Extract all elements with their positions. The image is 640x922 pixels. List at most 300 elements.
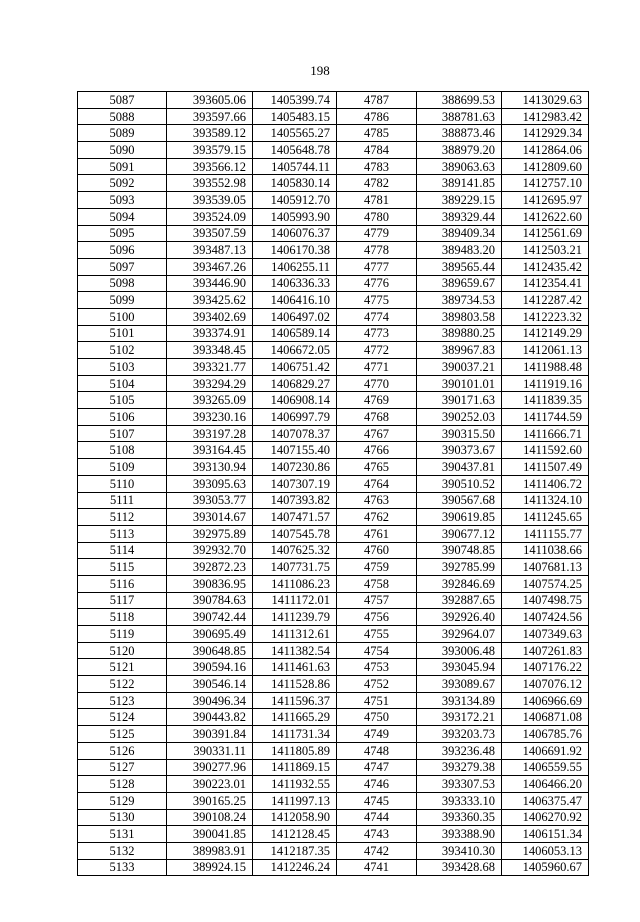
table-row (78, 375, 589, 392)
y-coordinate-right: 1412622.60 (502, 208, 589, 225)
y-coordinate-right: 1411507.49 (502, 459, 589, 476)
y-coordinate-left: 1405744.11 (253, 158, 337, 175)
y-coordinate-left: 1412187.35 (253, 842, 337, 859)
y-coordinate-right: 1412983.42 (502, 108, 589, 125)
x-coordinate-left: 393566.12 (167, 158, 253, 175)
y-coordinate-right: 1412223.32 (502, 308, 589, 325)
y-coordinate-right: 1406375.47 (502, 792, 589, 809)
point-number-right: 4770 (337, 375, 417, 392)
table-row (78, 642, 589, 659)
x-coordinate-right: 389229.15 (417, 192, 502, 209)
x-coordinate-right: 393428.68 (417, 859, 502, 876)
point-number-left: 5106 (78, 409, 167, 426)
point-number-left: 5119 (78, 626, 167, 643)
x-coordinate-left: 393164.45 (167, 442, 253, 459)
x-coordinate-right: 393045.94 (417, 659, 502, 676)
x-coordinate-left: 390041.85 (167, 826, 253, 843)
y-coordinate-left: 1411239.79 (253, 609, 337, 626)
x-coordinate-right: 390315.50 (417, 425, 502, 442)
x-coordinate-left: 392872.23 (167, 559, 253, 576)
y-coordinate-right: 1411038.66 (502, 542, 589, 559)
table-row (78, 142, 589, 159)
y-coordinate-right: 1406966.69 (502, 692, 589, 709)
y-coordinate-right: 1407349.63 (502, 626, 589, 643)
x-coordinate-right: 392887.65 (417, 592, 502, 609)
point-number-left: 5125 (78, 726, 167, 743)
x-coordinate-left: 393524.09 (167, 208, 253, 225)
table-row (78, 242, 589, 259)
point-number-right: 4758 (337, 575, 417, 592)
point-number-left: 5131 (78, 826, 167, 843)
table-row (78, 175, 589, 192)
coordinates-table (77, 91, 589, 876)
x-coordinate-right: 390037.21 (417, 359, 502, 376)
table-row (78, 826, 589, 843)
point-number-left: 5133 (78, 859, 167, 876)
table-row (78, 409, 589, 426)
point-number-right: 4751 (337, 692, 417, 709)
table-row (78, 442, 589, 459)
point-number-left: 5097 (78, 258, 167, 275)
y-coordinate-left: 1406416.10 (253, 292, 337, 309)
table-row (78, 859, 589, 876)
point-number-left: 5107 (78, 425, 167, 442)
y-coordinate-right: 1412695.97 (502, 192, 589, 209)
point-number-right: 4757 (337, 592, 417, 609)
y-coordinate-left: 1406255.11 (253, 258, 337, 275)
x-coordinate-right: 393089.67 (417, 676, 502, 693)
y-coordinate-left: 1411382.54 (253, 642, 337, 659)
point-number-left: 5089 (78, 125, 167, 142)
point-number-left: 5109 (78, 459, 167, 476)
x-coordinate-right: 389063.63 (417, 158, 502, 175)
x-coordinate-right: 393006.48 (417, 642, 502, 659)
x-coordinate-left: 390496.34 (167, 692, 253, 709)
point-number-right: 4745 (337, 792, 417, 809)
point-number-left: 5112 (78, 509, 167, 526)
table-row (78, 776, 589, 793)
x-coordinate-left: 393487.13 (167, 242, 253, 259)
x-coordinate-right: 393410.30 (417, 842, 502, 859)
point-number-right: 4773 (337, 325, 417, 342)
table-row (78, 225, 589, 242)
x-coordinate-right: 390677.12 (417, 525, 502, 542)
y-coordinate-left: 1407393.82 (253, 492, 337, 509)
y-coordinate-right: 1406785.76 (502, 726, 589, 743)
x-coordinate-right: 389967.83 (417, 342, 502, 359)
y-coordinate-right: 1412809.60 (502, 158, 589, 175)
table-row (78, 359, 589, 376)
point-number-left: 5123 (78, 692, 167, 709)
table-row (78, 525, 589, 542)
point-number-right: 4785 (337, 125, 417, 142)
x-coordinate-right: 393360.35 (417, 809, 502, 826)
x-coordinate-left: 390331.11 (167, 742, 253, 759)
x-coordinate-right: 389880.25 (417, 325, 502, 342)
x-coordinate-right: 390101.01 (417, 375, 502, 392)
x-coordinate-left: 393014.67 (167, 509, 253, 526)
y-coordinate-right: 1411988.48 (502, 359, 589, 376)
point-number-left: 5124 (78, 709, 167, 726)
x-coordinate-left: 390784.63 (167, 592, 253, 609)
y-coordinate-left: 1411805.89 (253, 742, 337, 759)
point-number-right: 4746 (337, 776, 417, 793)
x-coordinate-left: 390443.82 (167, 709, 253, 726)
y-coordinate-right: 1411245.65 (502, 509, 589, 526)
y-coordinate-left: 1411997.13 (253, 792, 337, 809)
x-coordinate-left: 390223.01 (167, 776, 253, 793)
x-coordinate-right: 388979.20 (417, 142, 502, 159)
table-row (78, 676, 589, 693)
table-row (78, 542, 589, 559)
x-coordinate-left: 393294.29 (167, 375, 253, 392)
x-coordinate-right: 393279.38 (417, 759, 502, 776)
x-coordinate-right: 393388.90 (417, 826, 502, 843)
y-coordinate-right: 1407681.13 (502, 559, 589, 576)
y-coordinate-right: 1411839.35 (502, 392, 589, 409)
point-number-left: 5091 (78, 158, 167, 175)
y-coordinate-right: 1406270.92 (502, 809, 589, 826)
table-row (78, 709, 589, 726)
point-number-left: 5115 (78, 559, 167, 576)
y-coordinate-left: 1407078.37 (253, 425, 337, 442)
table-row (78, 609, 589, 626)
point-number-left: 5122 (78, 676, 167, 693)
x-coordinate-right: 390510.52 (417, 475, 502, 492)
point-number-right: 4765 (337, 459, 417, 476)
point-number-right: 4760 (337, 542, 417, 559)
point-number-left: 5105 (78, 392, 167, 409)
point-number-right: 4774 (337, 308, 417, 325)
y-coordinate-left: 1405648.78 (253, 142, 337, 159)
x-coordinate-right: 390171.63 (417, 392, 502, 409)
x-coordinate-right: 388699.53 (417, 92, 502, 109)
y-coordinate-left: 1406908.14 (253, 392, 337, 409)
point-number-left: 5117 (78, 592, 167, 609)
point-number-right: 4784 (337, 142, 417, 159)
x-coordinate-right: 390619.85 (417, 509, 502, 526)
x-coordinate-left: 393589.12 (167, 125, 253, 142)
y-coordinate-left: 1405993.90 (253, 208, 337, 225)
point-number-right: 4786 (337, 108, 417, 125)
y-coordinate-right: 1406053.13 (502, 842, 589, 859)
point-number-left: 5130 (78, 809, 167, 826)
table-row (78, 158, 589, 175)
table-row (78, 292, 589, 309)
point-number-left: 5088 (78, 108, 167, 125)
x-coordinate-right: 390748.85 (417, 542, 502, 559)
x-coordinate-left: 393597.66 (167, 108, 253, 125)
y-coordinate-right: 1412561.69 (502, 225, 589, 242)
y-coordinate-left: 1407307.19 (253, 475, 337, 492)
point-number-left: 5110 (78, 475, 167, 492)
table-row (78, 275, 589, 292)
y-coordinate-right: 1412354.41 (502, 275, 589, 292)
y-coordinate-left: 1407545.78 (253, 525, 337, 542)
x-coordinate-left: 390836.95 (167, 575, 253, 592)
point-number-right: 4761 (337, 525, 417, 542)
table-row (78, 742, 589, 759)
point-number-right: 4783 (337, 158, 417, 175)
x-coordinate-right: 393236.48 (417, 742, 502, 759)
x-coordinate-left: 390277.96 (167, 759, 253, 776)
table-row (78, 792, 589, 809)
point-number-left: 5087 (78, 92, 167, 109)
x-coordinate-right: 393134.89 (417, 692, 502, 709)
x-coordinate-right: 389329.44 (417, 208, 502, 225)
point-number-left: 5111 (78, 492, 167, 509)
point-number-left: 5100 (78, 308, 167, 325)
x-coordinate-left: 393539.05 (167, 192, 253, 209)
x-coordinate-left: 390594.16 (167, 659, 253, 676)
y-coordinate-left: 1405483.15 (253, 108, 337, 125)
y-coordinate-left: 1412246.24 (253, 859, 337, 876)
x-coordinate-left: 393552.98 (167, 175, 253, 192)
table-row (78, 492, 589, 509)
point-number-right: 4777 (337, 258, 417, 275)
page-number: 198 (310, 63, 330, 78)
point-number-left: 5101 (78, 325, 167, 342)
x-coordinate-right: 390252.03 (417, 409, 502, 426)
y-coordinate-left: 1406497.02 (253, 308, 337, 325)
x-coordinate-right: 393203.73 (417, 726, 502, 743)
x-coordinate-left: 390108.24 (167, 809, 253, 826)
x-coordinate-left: 393053.77 (167, 492, 253, 509)
table-row (78, 342, 589, 359)
point-number-right: 4778 (337, 242, 417, 259)
table-row (78, 125, 589, 142)
point-number-right: 4767 (337, 425, 417, 442)
x-coordinate-right: 392846.69 (417, 575, 502, 592)
y-coordinate-right: 1412503.21 (502, 242, 589, 259)
point-number-right: 4776 (337, 275, 417, 292)
x-coordinate-left: 393446.90 (167, 275, 253, 292)
x-coordinate-right: 392926.40 (417, 609, 502, 626)
point-number-left: 5127 (78, 759, 167, 776)
x-coordinate-left: 390695.49 (167, 626, 253, 643)
point-number-right: 4766 (337, 442, 417, 459)
point-number-right: 4753 (337, 659, 417, 676)
table-row (78, 692, 589, 709)
x-coordinate-right: 390567.68 (417, 492, 502, 509)
y-coordinate-left: 1411932.55 (253, 776, 337, 793)
table-row (78, 592, 589, 609)
point-number-right: 4771 (337, 359, 417, 376)
x-coordinate-right: 392785.99 (417, 559, 502, 576)
point-number-right: 4756 (337, 609, 417, 626)
y-coordinate-left: 1406751.42 (253, 359, 337, 376)
y-coordinate-right: 1405960.67 (502, 859, 589, 876)
point-number-left: 5094 (78, 208, 167, 225)
x-coordinate-left: 393605.06 (167, 92, 253, 109)
x-coordinate-left: 390742.44 (167, 609, 253, 626)
table-row (78, 575, 589, 592)
point-number-right: 4772 (337, 342, 417, 359)
y-coordinate-left: 1406170.38 (253, 242, 337, 259)
y-coordinate-right: 1411324.10 (502, 492, 589, 509)
point-number-left: 5096 (78, 242, 167, 259)
x-coordinate-left: 393265.09 (167, 392, 253, 409)
y-coordinate-left: 1405565.27 (253, 125, 337, 142)
x-coordinate-left: 393321.77 (167, 359, 253, 376)
point-number-right: 4764 (337, 475, 417, 492)
y-coordinate-right: 1407261.83 (502, 642, 589, 659)
table-row (78, 92, 589, 109)
point-number-left: 5092 (78, 175, 167, 192)
point-number-right: 4744 (337, 809, 417, 826)
x-coordinate-left: 390648.85 (167, 642, 253, 659)
point-number-right: 4775 (337, 292, 417, 309)
y-coordinate-right: 1412864.06 (502, 142, 589, 159)
y-coordinate-right: 1406691.92 (502, 742, 589, 759)
x-coordinate-right: 393172.21 (417, 709, 502, 726)
y-coordinate-right: 1412435.42 (502, 258, 589, 275)
x-coordinate-left: 389924.15 (167, 859, 253, 876)
y-coordinate-left: 1411869.15 (253, 759, 337, 776)
point-number-right: 4754 (337, 642, 417, 659)
y-coordinate-right: 1412149.29 (502, 325, 589, 342)
point-number-left: 5102 (78, 342, 167, 359)
point-number-left: 5093 (78, 192, 167, 209)
y-coordinate-left: 1411731.34 (253, 726, 337, 743)
x-coordinate-right: 390437.81 (417, 459, 502, 476)
table-row (78, 726, 589, 743)
point-number-left: 5090 (78, 142, 167, 159)
y-coordinate-left: 1406997.79 (253, 409, 337, 426)
point-number-right: 4779 (337, 225, 417, 242)
point-number-right: 4781 (337, 192, 417, 209)
y-coordinate-right: 1406466.20 (502, 776, 589, 793)
y-coordinate-left: 1411086.23 (253, 575, 337, 592)
x-coordinate-right: 388781.63 (417, 108, 502, 125)
y-coordinate-left: 1411528.86 (253, 676, 337, 693)
y-coordinate-right: 1411666.71 (502, 425, 589, 442)
x-coordinate-right: 389141.85 (417, 175, 502, 192)
x-coordinate-left: 390546.14 (167, 676, 253, 693)
point-number-left: 5116 (78, 575, 167, 592)
x-coordinate-right: 393307.53 (417, 776, 502, 793)
y-coordinate-right: 1407176.22 (502, 659, 589, 676)
y-coordinate-right: 1406559.55 (502, 759, 589, 776)
y-coordinate-left: 1406076.37 (253, 225, 337, 242)
table-row (78, 192, 589, 209)
x-coordinate-right: 389483.20 (417, 242, 502, 259)
x-coordinate-right: 389803.58 (417, 308, 502, 325)
y-coordinate-right: 1406151.34 (502, 826, 589, 843)
point-number-left: 5132 (78, 842, 167, 859)
point-number-left: 5121 (78, 659, 167, 676)
y-coordinate-right: 1413029.63 (502, 92, 589, 109)
y-coordinate-right: 1411592.60 (502, 442, 589, 459)
point-number-right: 4743 (337, 826, 417, 843)
y-coordinate-right: 1412287.42 (502, 292, 589, 309)
x-coordinate-right: 392964.07 (417, 626, 502, 643)
y-coordinate-right: 1411155.77 (502, 525, 589, 542)
point-number-right: 4780 (337, 208, 417, 225)
x-coordinate-right: 389409.34 (417, 225, 502, 242)
y-coordinate-left: 1406589.14 (253, 325, 337, 342)
point-number-right: 4750 (337, 709, 417, 726)
x-coordinate-left: 393230.16 (167, 409, 253, 426)
y-coordinate-right: 1411406.72 (502, 475, 589, 492)
table-row (78, 208, 589, 225)
y-coordinate-left: 1411596.37 (253, 692, 337, 709)
table-row (78, 308, 589, 325)
y-coordinate-left: 1411461.63 (253, 659, 337, 676)
y-coordinate-left: 1405912.70 (253, 192, 337, 209)
x-coordinate-left: 393374.91 (167, 325, 253, 342)
table-row (78, 258, 589, 275)
point-number-left: 5098 (78, 275, 167, 292)
point-number-left: 5126 (78, 742, 167, 759)
x-coordinate-left: 390165.25 (167, 792, 253, 809)
x-coordinate-left: 393507.59 (167, 225, 253, 242)
table-row (78, 475, 589, 492)
x-coordinate-left: 393579.15 (167, 142, 253, 159)
x-coordinate-left: 393197.28 (167, 425, 253, 442)
y-coordinate-left: 1406336.33 (253, 275, 337, 292)
y-coordinate-left: 1411312.61 (253, 626, 337, 643)
y-coordinate-left: 1406672.05 (253, 342, 337, 359)
y-coordinate-left: 1411172.01 (253, 592, 337, 609)
y-coordinate-left: 1412128.45 (253, 826, 337, 843)
point-number-right: 4742 (337, 842, 417, 859)
x-coordinate-right: 390373.67 (417, 442, 502, 459)
x-coordinate-left: 392932.70 (167, 542, 253, 559)
y-coordinate-right: 1407498.75 (502, 592, 589, 609)
y-coordinate-left: 1406829.27 (253, 375, 337, 392)
table-row (78, 325, 589, 342)
point-number-right: 4762 (337, 509, 417, 526)
x-coordinate-left: 393425.62 (167, 292, 253, 309)
point-number-left: 5108 (78, 442, 167, 459)
table-row (78, 626, 589, 643)
point-number-left: 5095 (78, 225, 167, 242)
table-row (78, 559, 589, 576)
table-row (78, 809, 589, 826)
coordinates-table-body (78, 92, 589, 876)
table-row (78, 392, 589, 409)
point-number-left: 5099 (78, 292, 167, 309)
table-row (78, 425, 589, 442)
x-coordinate-left: 393095.63 (167, 475, 253, 492)
y-coordinate-left: 1407625.32 (253, 542, 337, 559)
point-number-right: 4768 (337, 409, 417, 426)
x-coordinate-left: 393348.45 (167, 342, 253, 359)
y-coordinate-right: 1406871.08 (502, 709, 589, 726)
point-number-left: 5129 (78, 792, 167, 809)
y-coordinate-right: 1407424.56 (502, 609, 589, 626)
y-coordinate-right: 1407076.12 (502, 676, 589, 693)
x-coordinate-left: 393467.26 (167, 258, 253, 275)
y-coordinate-left: 1407471.57 (253, 509, 337, 526)
point-number-left: 5114 (78, 542, 167, 559)
y-coordinate-right: 1407574.25 (502, 575, 589, 592)
x-coordinate-left: 393130.94 (167, 459, 253, 476)
y-coordinate-left: 1412058.90 (253, 809, 337, 826)
table-row (78, 108, 589, 125)
point-number-left: 5128 (78, 776, 167, 793)
point-number-right: 4782 (337, 175, 417, 192)
y-coordinate-left: 1407731.75 (253, 559, 337, 576)
x-coordinate-right: 388873.46 (417, 125, 502, 142)
point-number-right: 4747 (337, 759, 417, 776)
point-number-right: 4763 (337, 492, 417, 509)
point-number-right: 4755 (337, 626, 417, 643)
x-coordinate-left: 392975.89 (167, 525, 253, 542)
y-coordinate-left: 1407230.86 (253, 459, 337, 476)
point-number-left: 5104 (78, 375, 167, 392)
